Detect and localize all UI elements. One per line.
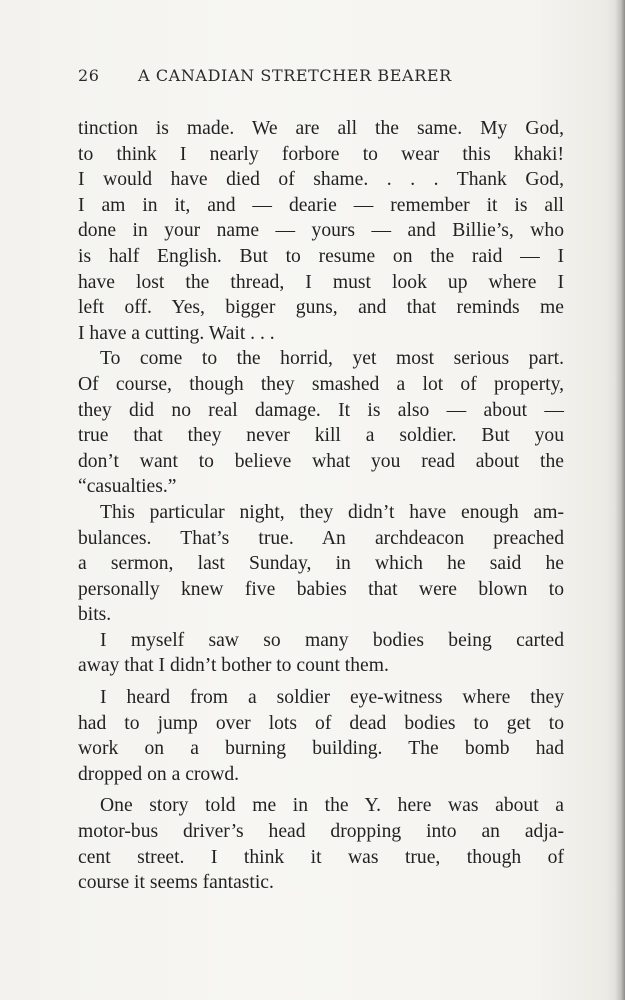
text-line: I heard from a soldier eye-witness where they — [100, 687, 564, 709]
text-line: cent street. I think it was true, though of — [78, 846, 564, 868]
text-line: I am in it, and — dearie — remember it is all — [78, 194, 564, 216]
text-line: motor-bus driver’s head dropping into an adja- — [78, 821, 564, 843]
text-line: I would have died of shame. . . . Thank God, — [78, 169, 564, 191]
text-line: to think I nearly forbore to wear this khaki! — [78, 143, 564, 165]
text-line: “casualties.” — [78, 476, 177, 498]
text-line: don’t want to believe what you read about the — [78, 450, 564, 472]
paragraph — [78, 628, 564, 679]
paragraph — [78, 685, 564, 787]
text-line: left off. Yes, bigger guns, and that reminds me — [78, 297, 564, 319]
text-line: bits. — [78, 604, 112, 626]
running-title: A CANADIAN STRETCHER BEARER — [138, 66, 452, 85]
page-number: 26 — [78, 66, 100, 85]
running-header — [78, 66, 568, 85]
text-line: To come to the horrid, yet most serious part. — [100, 348, 564, 370]
text-line: dropped on a crowd. — [78, 763, 240, 785]
text-line: course it seems fantastic. — [78, 872, 274, 894]
text-line: One story told me in the Y. here was about a — [100, 795, 564, 817]
page-edge-shadow — [615, 0, 625, 1000]
paragraph — [78, 346, 564, 500]
text-line: I have a cutting. Wait . . . — [78, 322, 275, 344]
text-line: work on a burning building. The bomb had — [78, 738, 564, 760]
text-line: bulances. That’s true. An archdeacon preached — [78, 527, 564, 549]
text-line: done in your name — yours — and Billie’s, who — [78, 220, 564, 242]
text-line: personally knew five babies that were blown to — [78, 578, 564, 600]
body-text — [78, 116, 564, 896]
paragraph — [78, 793, 564, 895]
text-line: Of course, though they smashed a lot of property, — [78, 373, 564, 395]
paragraph — [78, 500, 564, 628]
text-line: they did no real damage. It is also — about — — [78, 399, 564, 421]
text-line: is half English. But to resume on the raid — I — [78, 245, 564, 267]
paragraph — [78, 116, 564, 346]
text-line: I myself saw so many bodies being carted — [100, 629, 564, 651]
text-line: This particular night, they didn’t have enough am- — [100, 501, 564, 523]
text-line: away that I didn’t bother to count them. — [78, 655, 389, 677]
text-line: tinction is made. We are all the same. My God, — [78, 118, 564, 139]
text-line: a sermon, last Sunday, in which he said he — [78, 553, 564, 575]
text-line: have lost the thread, I must look up where I — [78, 271, 564, 293]
text-line: had to jump over lots of dead bodies to get to — [78, 712, 564, 734]
text-line: true that they never kill a soldier. But you — [78, 425, 564, 447]
